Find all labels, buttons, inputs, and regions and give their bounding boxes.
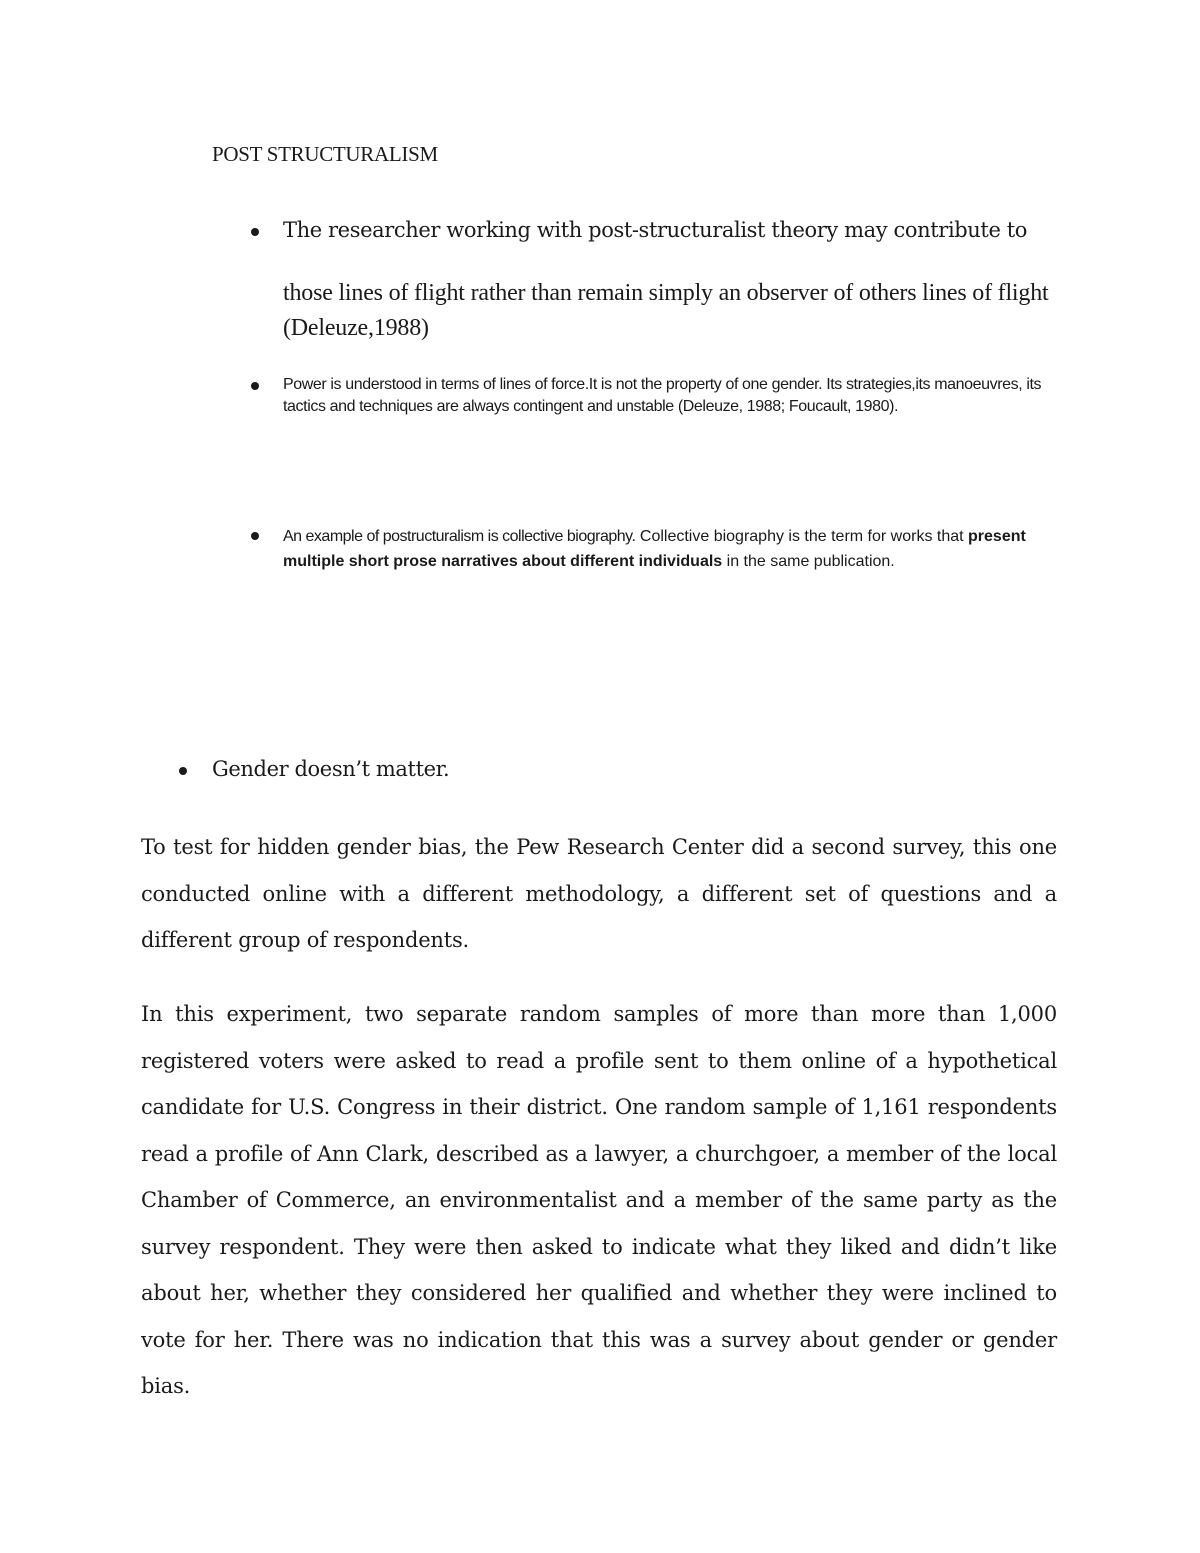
bullet-3-lead: An example of postructuralism is collective biography. [283,528,636,545]
bullet-dot [251,382,259,390]
bullet-3-middle: Collective biography is the term for works that [635,528,969,545]
bullet-3-text [283,524,1063,574]
bullet-1-continuation: those lines of flight rather than remain simply an observer of others lines of flight (Deleuze,1988) [283,280,1049,341]
bullet-3-tail: in the same publication. [722,553,895,570]
bullet-dot [251,228,259,236]
bullet-1-first-line: The researcher working with post-structuralist theory may contribute to [283,218,1028,242]
bullet-3-bold: present multiple short prose narratives about different individuals [283,528,1026,570]
bullet-4-text: Gender doesn’t matter. [212,757,450,781]
bullet-2-text: Power is understood in terms of lines of force.It is not the property of one gender. Its strategies,its manoeuvres, its tactics and techniques are always contingent and unstable (Deleuze, 1988; Foucault, 1980). [283,376,1042,415]
bullet-dot [179,767,187,775]
paragraph-1: To test for hidden gender bias, the Pew Research Center did a second survey, this one conducted online with a different methodology, a different set of questions and a different group of respondents. [141,835,1057,952]
bullet-dot [251,532,259,540]
page-title: POST STRUCTURALISM [212,142,438,166]
paragraph-2: In this experiment, two separate random samples of more than more than 1,000 registered voters were asked to read a profile sent to them online of a hypothetical candidate for U.S. Congress in their district. One random sample of 1,161 respondents read a profile of Ann Clark, described as a lawyer, a churchgoer, a member of the local Chamber of Commerce, an environmentalist and a member of the same party as the survey respondent. They were then asked to indicate what they liked and didn’t like about her, whether they considered her qualified and whether they were inclined to vote for her. There was no indication that this was a survey about gender or gender bias. [141,1002,1057,1398]
